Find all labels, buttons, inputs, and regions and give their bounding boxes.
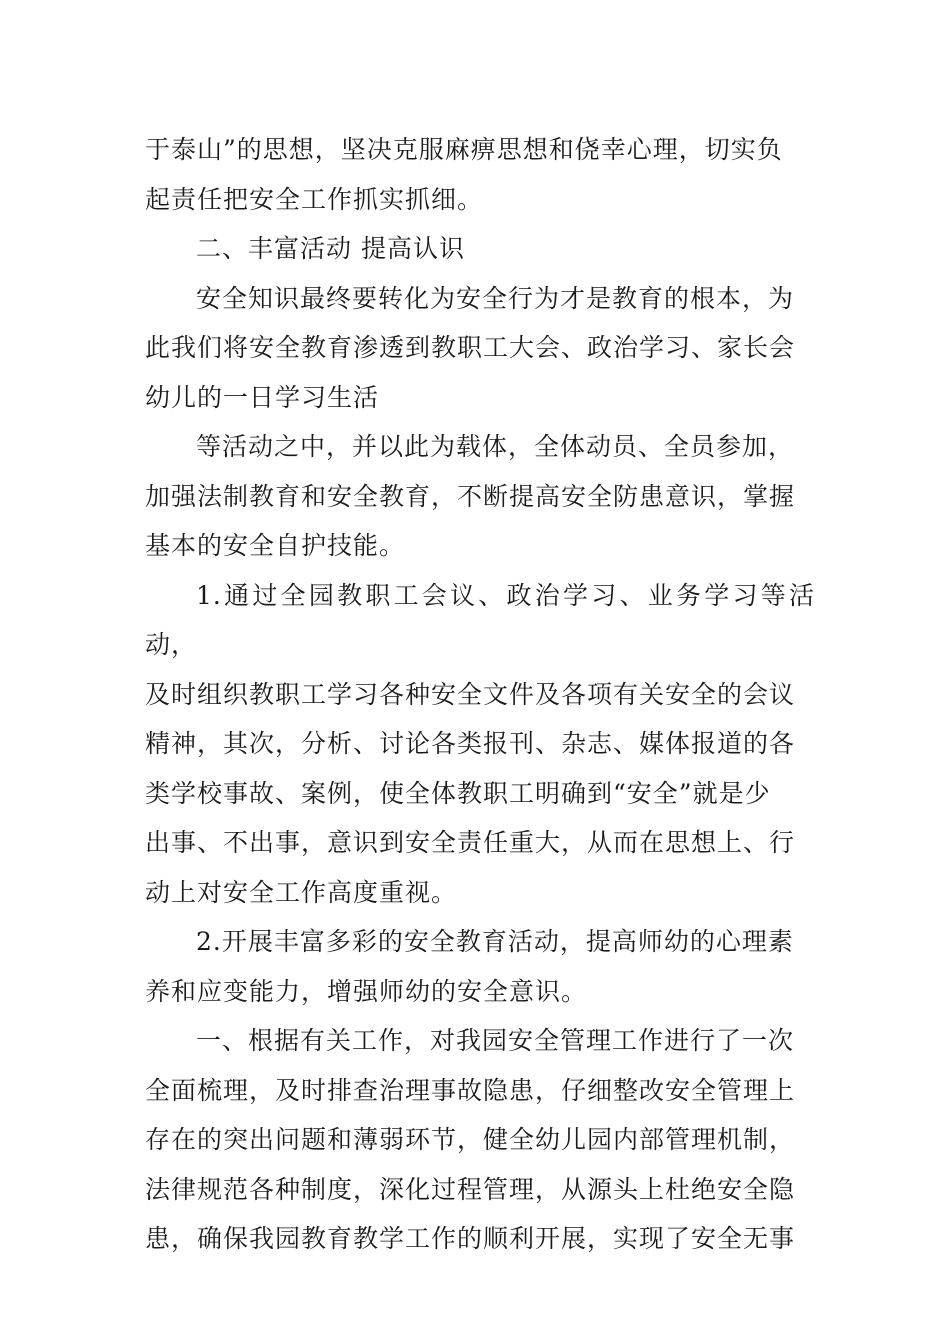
- text-line: 此我们将安全教育渗透到教职工大会、政治学习、家长会: [145, 333, 796, 362]
- paragraph-6: [145, 917, 815, 1016]
- text-line: 养和应变能力，增强师幼的安全意识。: [145, 976, 588, 1006]
- text-line: 加强法制教育和安全教育，不断提高安全防患意识，掌握: [145, 481, 796, 511]
- text-line: 2.开展丰富多彩的安全教育活动，提高师幼的心理素: [196, 927, 794, 956]
- text-line: 出事、不出事，意识到安全责任重大，从而在思想上、行: [145, 828, 796, 857]
- text-line: 法律规范各种制度，深化过程管理，从源头上杜绝安全隐: [145, 1174, 796, 1204]
- text-line: 幼儿的一日学习生活: [145, 382, 380, 412]
- paragraph-7: [145, 1016, 815, 1264]
- section-heading: [145, 224, 815, 274]
- text-line: 二、丰富活动 提高认识: [196, 234, 465, 263]
- paragraph-1: [145, 125, 815, 224]
- text-line: 全面梳理，及时排查治理事故隐患，仔细整改安全管理上: [145, 1075, 796, 1105]
- paragraph-5: [145, 571, 815, 918]
- paragraph-3: [145, 274, 815, 423]
- text-line: 起责任把安全工作抓实抓细。: [145, 184, 484, 214]
- text-line: 基本的安全自护技能。: [145, 531, 406, 560]
- text-line: 存在的突出问题和薄弱环节，健全幼儿园内部管理机制，: [145, 1125, 796, 1154]
- text-line: 类学校事故、案例，使全体教职工明确到“安全”就是少: [145, 778, 771, 808]
- text-line: 安全知识最终要转化为安全行为才是教育的根本，为: [196, 283, 795, 313]
- text-line: 等活动之中，并以此为载体，全体动员、全员参加，: [196, 432, 795, 461]
- text-line: 及时组织教职工学习各种安全文件及各项有关安全的会议: [145, 679, 796, 709]
- text-line: 1.通过全园教职工会议、政治学习、业务学习等活动，: [145, 580, 815, 659]
- text-line: 患，确保我园教育教学工作的顺利开展，实现了安全无事: [145, 1224, 796, 1253]
- paragraph-4: [145, 422, 815, 571]
- text-line: 一、根据有关工作，对我园安全管理工作进行了一次: [196, 1026, 795, 1055]
- text-line: 动上对安全工作高度重视。: [145, 877, 458, 907]
- text-line: 精神，其次，分析、讨论各类报刊、杂志、媒体报道的各: [145, 729, 796, 758]
- document-body: [145, 125, 815, 1264]
- text-line: 于泰山”的思想，坚决克服麻痹思想和侥幸心理，切实负: [145, 135, 783, 164]
